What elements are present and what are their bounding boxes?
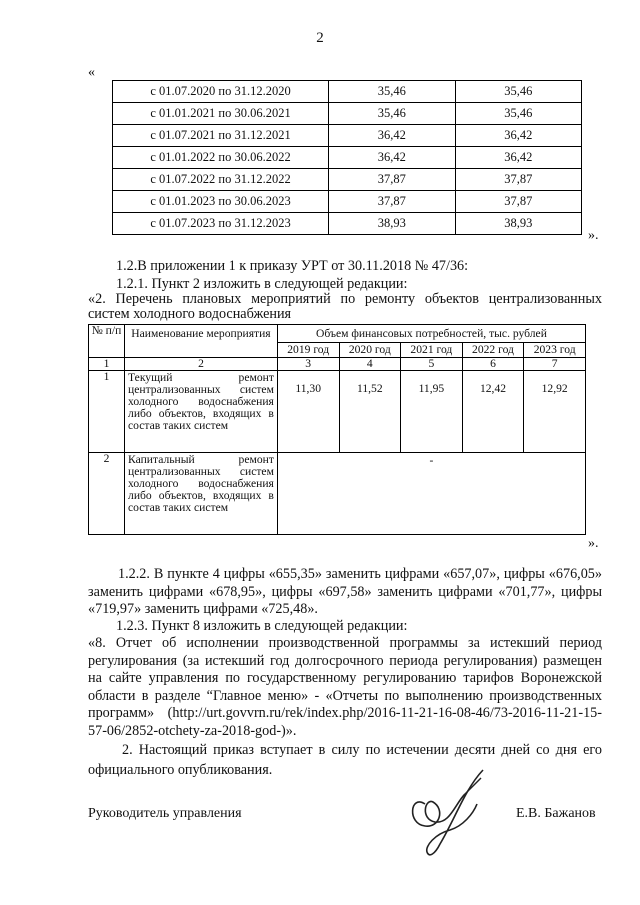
column-number: 4 <box>339 358 401 371</box>
value-cell: 35,46 <box>329 103 455 125</box>
paragraph-quote-8: «8. Отчет об исполнении производственной программы за истекший период регулирования (за истекший год долгосрочного периода регулирования) размещен на сайте управления по государственному регулированию тарифов Воронежской области в разделе “Главное меню» - «Отчеты по выполнению производственных программ» (http://urt.govvrn.ru/rek/index.php/2016-11-21-16-08-46/73-2016-11-21-15-57-06/2852-otchety-za-2018-god-)». <box>88 635 602 739</box>
period-cell: с 01.07.2021 по 31.12.2021 <box>113 125 329 147</box>
header-name: Наименование мероприятия <box>125 325 278 358</box>
period-cell: с 01.01.2023 по 30.06.2023 <box>113 191 329 213</box>
period-cell: с 01.01.2022 по 30.06.2022 <box>113 147 329 169</box>
tariff-table-close: ». <box>588 228 599 243</box>
column-number: 2 <box>125 358 278 371</box>
column-number: 5 <box>401 358 463 371</box>
row-number: 2 <box>89 453 125 535</box>
paragraph-1-2-3: 1.2.3. Пункт 8 изложить в следующей редакции: <box>116 618 408 634</box>
tariff-table <box>112 80 582 235</box>
row-number: 1 <box>89 371 125 453</box>
table-row <box>113 191 582 213</box>
dash-value: - <box>277 453 585 535</box>
value-2021: 11,95 <box>401 371 463 453</box>
paragraph-quote-2: «2. Перечень плановых мероприятий по ремонту объектов централизованных систем холодного водоснабжения <box>88 291 602 322</box>
value-2023: 12,92 <box>524 371 586 453</box>
period-cell: с 01.01.2021 по 30.06.2021 <box>113 103 329 125</box>
value-cell: 36,42 <box>329 125 455 147</box>
header-year: 2022 год <box>462 343 524 358</box>
table-row <box>113 103 582 125</box>
signatory-position: Руководитель управления <box>88 806 242 821</box>
value-cell: 35,46 <box>455 81 581 103</box>
value-cell: 35,46 <box>455 103 581 125</box>
table-row <box>113 169 582 191</box>
value-cell: 37,87 <box>329 169 455 191</box>
table-row <box>113 125 582 147</box>
value-cell: 37,87 <box>455 191 581 213</box>
opening-quote: « <box>88 65 95 80</box>
table-row <box>113 213 582 235</box>
column-number: 7 <box>524 358 586 371</box>
header-year: 2021 год <box>401 343 463 358</box>
table-row <box>113 81 582 103</box>
row-name: Текущий ремонт централизованных систем холодного водоснабжения либо объектов, входящих в состав таких систем <box>125 371 278 453</box>
header-year: 2023 год <box>524 343 586 358</box>
signatory-name: Е.В. Бажанов <box>516 806 596 821</box>
table-row <box>89 453 586 535</box>
handwritten-signature <box>395 764 505 864</box>
header-year: 2020 год <box>339 343 401 358</box>
period-cell: с 01.07.2020 по 31.12.2020 <box>113 81 329 103</box>
value-2020: 11,52 <box>339 371 401 453</box>
header-volume: Объем финансовых потребностей, тыс. рублей <box>277 325 585 343</box>
header-year: 2019 год <box>277 343 339 358</box>
value-cell: 38,93 <box>455 213 581 235</box>
value-cell: 35,46 <box>329 81 455 103</box>
table-row <box>89 371 586 453</box>
column-number: 6 <box>462 358 524 371</box>
value-cell: 36,42 <box>329 147 455 169</box>
column-number: 1 <box>89 358 125 371</box>
table-row <box>113 147 582 169</box>
paragraph-1-2: 1.2.В приложении 1 к приказу УРТ от 30.11.2018 № 47/36: <box>116 258 469 274</box>
paragraph-1-2-2: 1.2.2. В пункте 4 цифры «655,35» заменить цифрами «657,07», цифры «676,05» заменить цифрами «678,95», цифры «697,58» заменить цифрами «701,77», цифры «719,97» заменить цифрами «725,48». <box>88 566 602 617</box>
value-2022: 12,42 <box>462 371 524 453</box>
period-cell: с 01.07.2023 по 31.12.2023 <box>113 213 329 235</box>
value-2019: 11,30 <box>277 371 339 453</box>
value-cell: 36,42 <box>455 147 581 169</box>
paragraph-2: 2. Настоящий приказ вступает в силу по истечении десяти дней со дня его официального опубликования. <box>88 742 602 778</box>
value-cell: 37,87 <box>455 169 581 191</box>
works-table-close: ». <box>588 536 599 551</box>
paragraph-1-2-1: 1.2.1. Пункт 2 изложить в следующей редакции: <box>116 276 408 292</box>
column-number: 3 <box>277 358 339 371</box>
value-cell: 38,93 <box>329 213 455 235</box>
period-cell: с 01.07.2022 по 31.12.2022 <box>113 169 329 191</box>
row-name: Капитальный ремонт централизованных систем холодного водоснабжения либо объектов, входящих в состав таких систем <box>125 453 278 535</box>
works-table <box>88 324 586 535</box>
header-number: № п/п <box>89 325 125 358</box>
value-cell: 37,87 <box>329 191 455 213</box>
page-number: 2 <box>316 30 324 46</box>
value-cell: 36,42 <box>455 125 581 147</box>
